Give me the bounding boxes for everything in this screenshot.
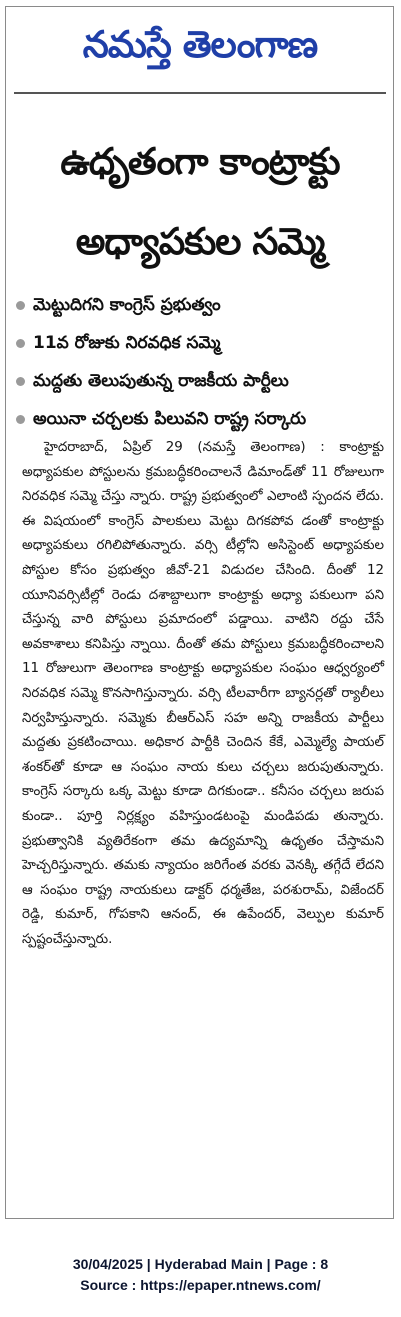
highlight-text: మెట్టుదిగని కాంగ్రెస్ ప్రభుత్వం bbox=[33, 295, 221, 315]
masthead-title: నమస్తే తెలంగాణ bbox=[82, 23, 318, 66]
highlight-text: 11వ రోజుకు నిరవధిక సమ్మె bbox=[33, 333, 221, 353]
highlight-item bbox=[16, 286, 386, 324]
source-link[interactable]: Source : https://epaper.ntnews.com/ bbox=[80, 1277, 321, 1293]
highlight-text: మద్దతు తెలుపుతున్న రాజకీయ పార్టీలు bbox=[33, 371, 289, 391]
bullet-dot-icon bbox=[16, 301, 25, 310]
bullet-dot-icon bbox=[16, 377, 25, 386]
highlight-item bbox=[16, 400, 386, 438]
bullet-dot-icon bbox=[16, 415, 25, 424]
highlight-item bbox=[16, 324, 386, 362]
headline-line-1: ఉధృతంగా కాంట్రాక్టు bbox=[60, 140, 340, 183]
headline-line-2: అధ్యాపకుల సమ్మె bbox=[75, 220, 325, 263]
highlights-list bbox=[16, 286, 386, 438]
highlight-item bbox=[16, 362, 386, 400]
masthead-divider bbox=[14, 92, 386, 94]
article-body: హైదరాబాద్, ఏప్రిల్ 29 (నమస్తే తెలంగాణ) : కాంట్రాక్టు అధ్యాపకుల పోస్టులను క్రమబద్ధీకరించాలనే డిమాండ్‌తో 11 రోజులుగా నిరవధిక సమ్మె చేస్తు న్నారు. రాష్ట్ర ప్రభుత్వంలో ఎలాంటి స్పందన లేదు. ఈ విషయంలో కాంగ్రెస్ పాలకులు మెట్టు దిగకపోవ డంతో కాంట్రాక్టు అధ్యాపకులు రగిలిపోతున్నారు. వర్సి టీల్లోని అసిస్టెంట్ అధ్యాపకుల పోస్టుల కోసం ప్రభుత్వం జీవో-21 విడుదల చేసింది. దీంతో 12 యూనివర్సిటీల్లో రెండు దశాబ్దాలుగా కాంట్రాక్టు అధ్యా పకులుగా పని చేస్తున్న వారి పోస్టులు ప్రమాదంలో పడ్డాయి. వాటిని రద్దు చేసే అవకాశాలు కనిపిస్తు న్నాయి. దీంతో తమ పోస్టులు క్రమబద్ధీకరించాలని 11 రోజులుగా తెలంగాణ కాంట్రాక్టు అధ్యాపకుల సంఘం ఆధ్వర్యంలో నిరవధిక సమ్మె కొనసాగిస్తున్నారు. వర్సి టీలవారీగా బ్యానర్లతో ర్యాలీలు నిర్వహిస్తున్నారు. సమ్మెకు బీఆర్ఎస్ సహ అన్ని రాజకీయ పార్టీలు మద్దతు ప్రకటించాయి. అధికార పార్టీకి చెందిన కేకే, ఎమ్మెల్యే పాయల్ శంకర్‌తో కూడా ఆ సంఘం నాయ కులు చర్చలు జరుపుతున్నారు. కాంగ్రెస్ సర్కారు ఒక్క మెట్టు కూడా దిగకుండా.. కనీసం చర్చలు జరుప కుండా.. పూర్తి నిర్లక్ష్యం వహిస్తుండటంపై మండిపడు తున్నారు. ప్రభుత్వానికి వ్యతిరేకంగా తమ ఉద్యమాన్ని ఉధృతం చేస్తామని హెచ్చరిస్తున్నారు. తమకు న్యాయం జరిగేంత వరకు వెనక్కి తగ్గేదే లేదని ఆ సంఘం రాష్ట్ర నాయకులు డాక్టర్ ధర్మతేజ, పరశురామ్, విజేందర్ రెడ్డి, కుమార్, గోపకాని ఆనంద్, ఈ ఉపేందర్, వెల్పుల కుమార్ స్పష్టంచేస్తున్నారు. bbox=[22, 440, 384, 947]
edition-info: 30/04/2025 | Hyderabad Main | Page : 8 bbox=[72, 1256, 329, 1272]
highlight-text: అయినా చర్చలకు పిలువని రాష్ట్ర సర్కారు bbox=[33, 409, 307, 429]
bullet-dot-icon bbox=[16, 339, 25, 348]
